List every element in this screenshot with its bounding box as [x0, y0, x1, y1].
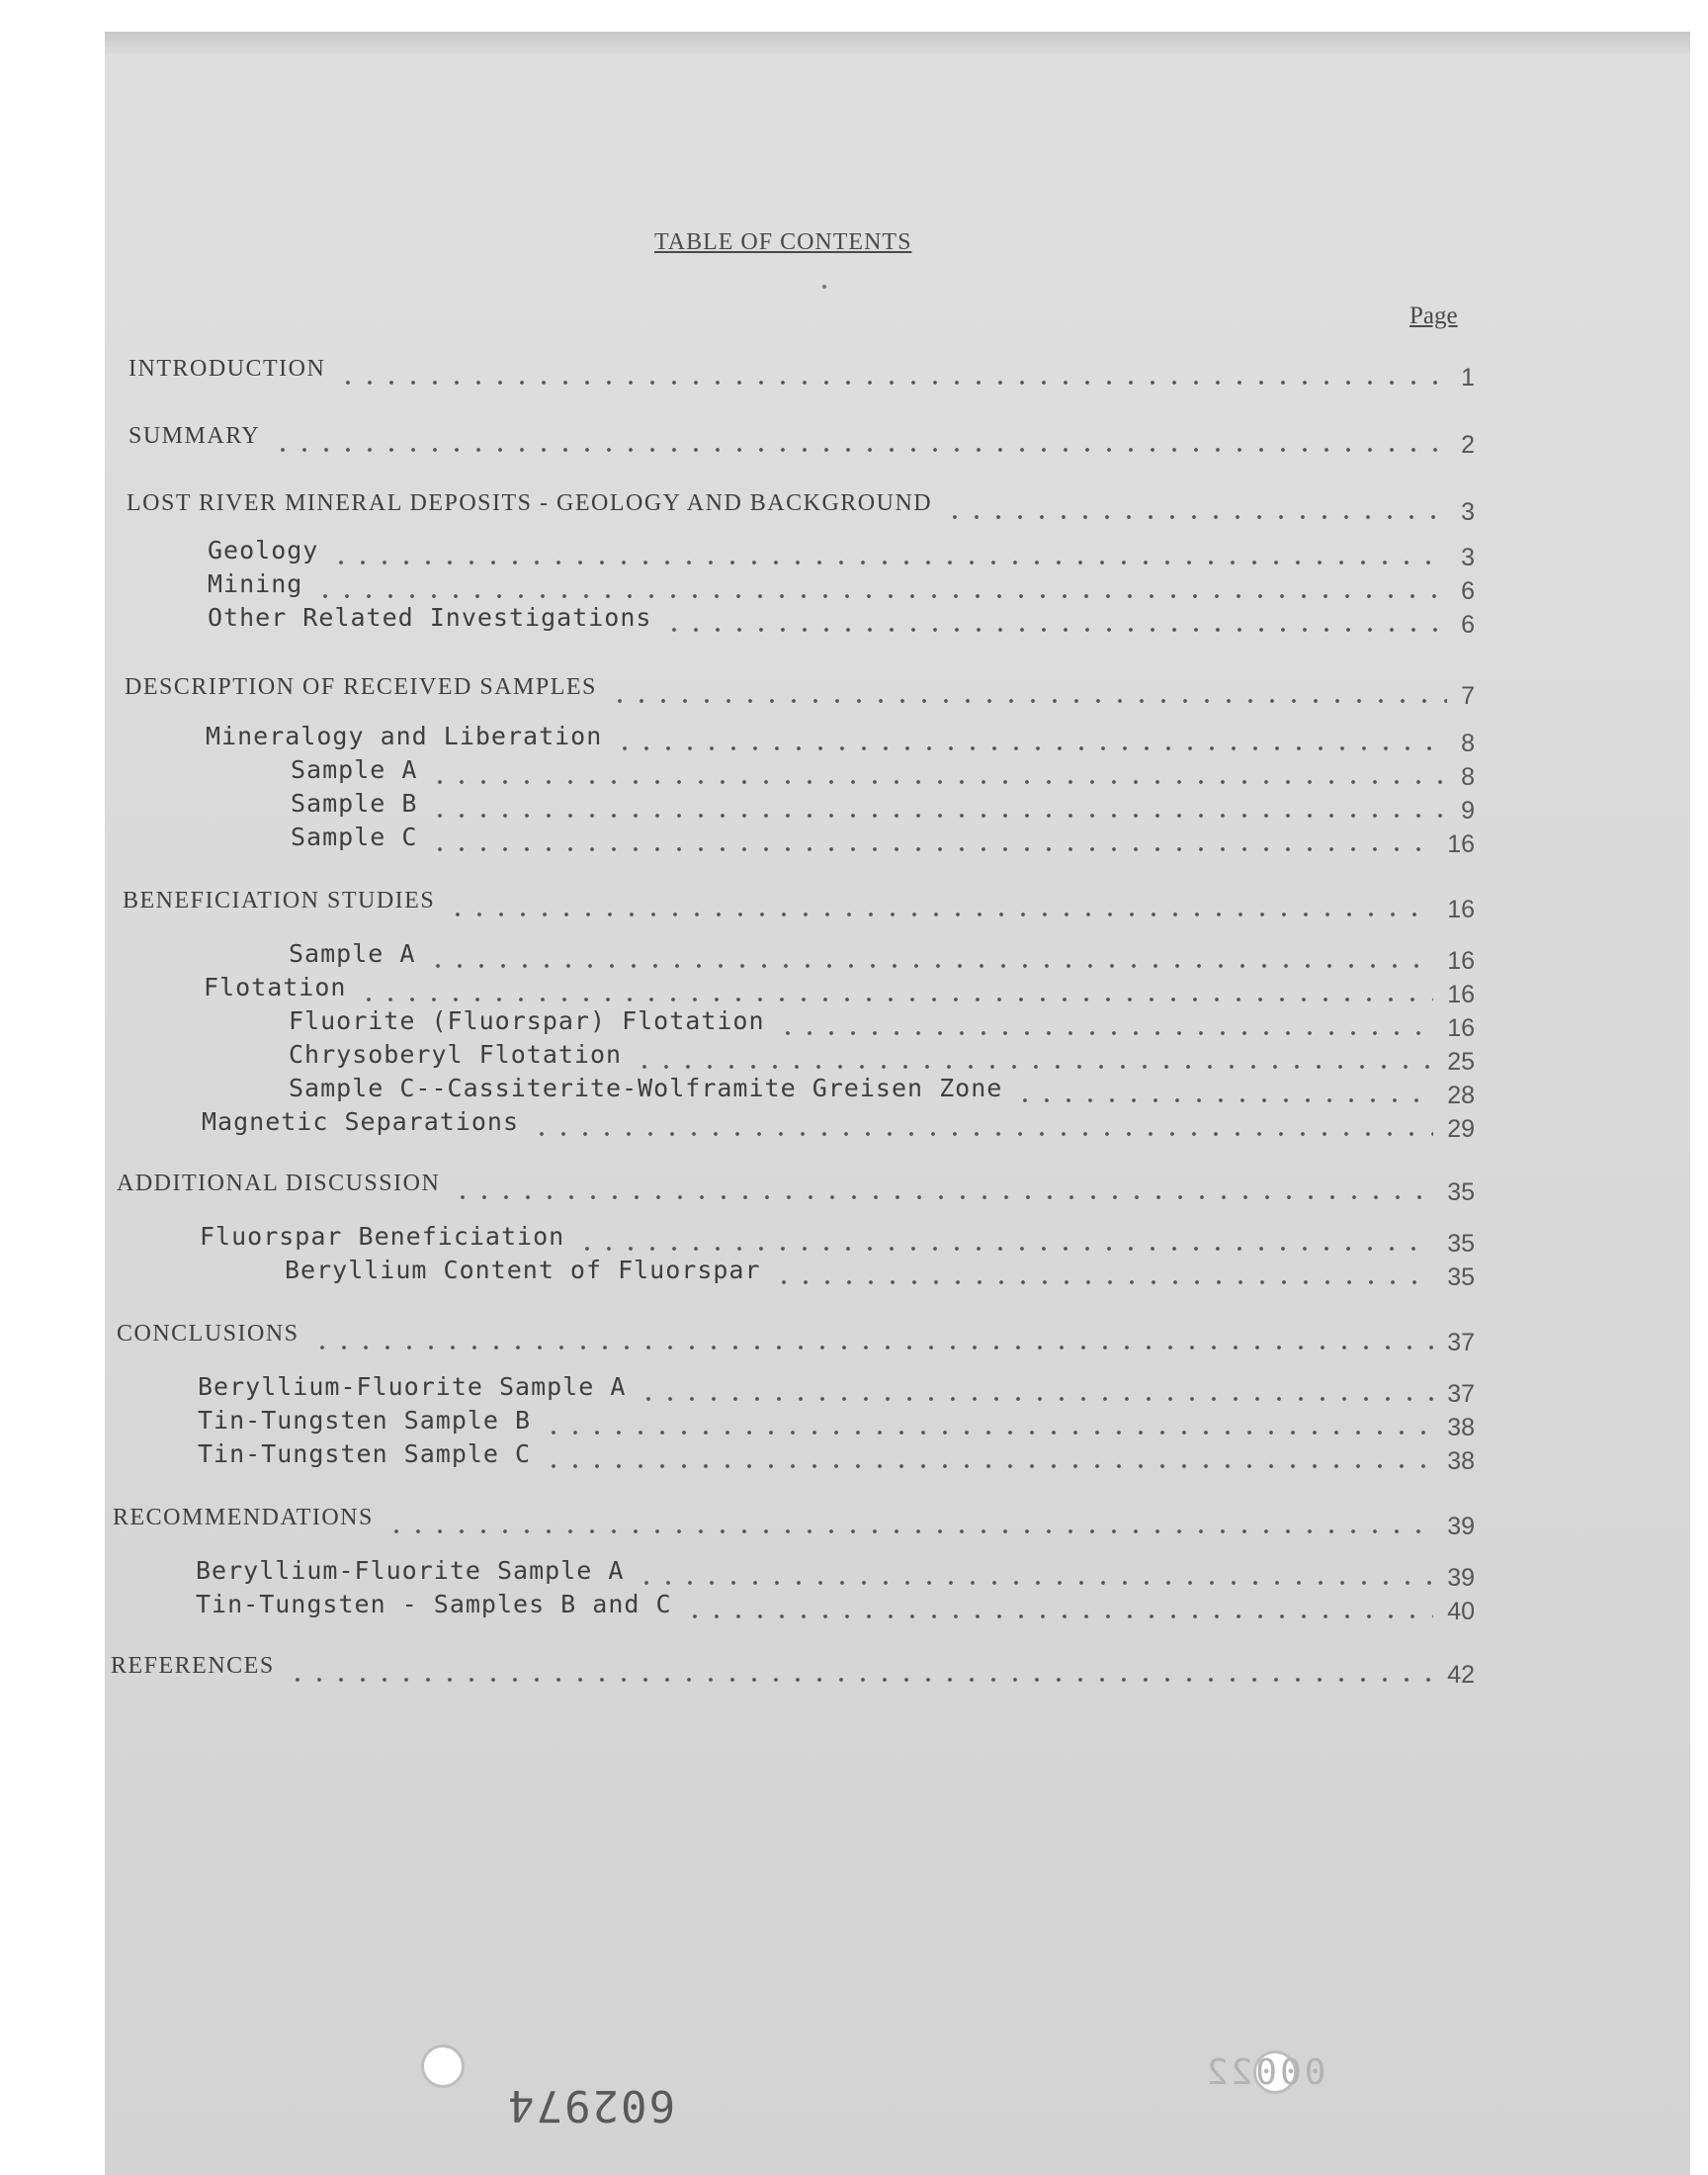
- dot-leader: [531, 1107, 1433, 1141]
- toc-entry-label: Beryllium-Fluorite Sample A: [198, 1372, 627, 1401]
- toc-entry-label: Sample C: [291, 823, 418, 851]
- dot-leader: [638, 1372, 1433, 1406]
- toc-entry-page-number: 6: [1461, 577, 1475, 605]
- dot-leader: [337, 356, 1447, 390]
- toc-entry-label: CONCLUSIONS: [117, 1321, 299, 1347]
- toc-entry-page-number: 28: [1447, 1082, 1475, 1109]
- toc-entry-label: Chrysoberyl Flotation: [289, 1040, 623, 1069]
- toc-entry-label: BENEFICIATION STUDIES: [123, 888, 436, 914]
- dot-leader: [427, 939, 1433, 973]
- toc-entry-page-number: 2: [1461, 431, 1475, 459]
- toc-entry: [289, 939, 1475, 973]
- toc-entry-label: Tin-Tungsten Sample C: [198, 1439, 532, 1468]
- dot-leader: [429, 823, 1433, 856]
- toc-entry-label: Flotation: [204, 973, 347, 1001]
- sheet-fold-edge: [105, 32, 1690, 53]
- toc-entry: [208, 536, 1475, 569]
- toc-entry-page-number: 16: [1447, 896, 1475, 923]
- dot-leader: [287, 1653, 1433, 1687]
- toc-entry-page-number: 40: [1447, 1598, 1475, 1625]
- dot-leader: [429, 755, 1447, 789]
- toc-entry: [291, 755, 1475, 789]
- toc-entry: [198, 1406, 1475, 1439]
- page-column-header: Page: [1409, 303, 1458, 329]
- toc-entry-label: LOST RIVER MINERAL DEPOSITS - GEOLOGY AND BACKGROUND: [127, 490, 933, 516]
- dot-leader: [777, 1006, 1434, 1040]
- toc-entry-label: Sample C--Cassiterite-Wolframite Greisen Zone: [289, 1074, 1003, 1102]
- toc-entry-label: Mining: [208, 569, 303, 598]
- toc-entry-page-number: 6: [1461, 611, 1475, 639]
- toc-entry-page-number: 16: [1447, 981, 1475, 1008]
- toc-entry-label: INTRODUCTION: [128, 356, 326, 382]
- toc-entry: [289, 1074, 1475, 1107]
- toc-entry-label: Fluorspar Beneficiation: [200, 1222, 565, 1251]
- dot-leader: [576, 1222, 1433, 1256]
- toc-entry-label: Tin-Tungsten - Samples B and C: [196, 1590, 672, 1618]
- toc-entry-label: Tin-Tungsten Sample B: [198, 1406, 532, 1435]
- toc-entry-label: Sample A: [291, 755, 418, 784]
- toc-entry-label: RECOMMENDATIONS: [113, 1505, 374, 1530]
- toc-entry: [206, 722, 1475, 755]
- toc-entry: [198, 1439, 1475, 1473]
- stray-mark: [822, 285, 826, 289]
- toc-entry-label: REFERENCES: [111, 1653, 275, 1679]
- toc-entry: [289, 1006, 1475, 1040]
- toc-entry-page-number: 8: [1461, 730, 1475, 757]
- dot-leader: [543, 1406, 1433, 1439]
- dot-leader: [663, 603, 1447, 637]
- toc-entry-page-number: 25: [1447, 1048, 1475, 1076]
- punch-hole-left: [421, 2044, 465, 2088]
- toc-entry-label: ADDITIONAL DISCUSSION: [117, 1171, 441, 1196]
- document-title: TABLE OF CONTENTS: [654, 229, 912, 255]
- toc-entry-page-number: 29: [1447, 1115, 1475, 1143]
- toc-entry-page-number: 16: [1447, 947, 1475, 975]
- dot-leader: [614, 722, 1447, 755]
- toc-entry-page-number: 1: [1461, 364, 1475, 392]
- toc-entry-page-number: 35: [1447, 1230, 1475, 1258]
- toc-entry-page-number: 37: [1447, 1329, 1475, 1356]
- toc-entry-label: Magnetic Separations: [202, 1107, 520, 1136]
- toc-entry: [127, 490, 1475, 524]
- toc-entry-page-number: 16: [1447, 1014, 1475, 1042]
- toc-entry: [289, 1040, 1475, 1074]
- toc-entry-page-number: 3: [1461, 498, 1475, 526]
- toc-entry-label: SUMMARY: [128, 423, 261, 449]
- dot-leader: [272, 423, 1447, 457]
- toc-entry: [111, 1653, 1475, 1687]
- toc-entry: [128, 423, 1475, 457]
- dot-leader: [543, 1439, 1433, 1473]
- dot-leader: [773, 1256, 1434, 1289]
- toc-entry: [208, 603, 1475, 637]
- toc-entry: [117, 1171, 1475, 1204]
- toc-entry: [208, 569, 1475, 603]
- toc-entry-page-number: 37: [1447, 1380, 1475, 1408]
- dot-leader: [634, 1040, 1433, 1074]
- toc-entry: [113, 1505, 1475, 1538]
- toc-entry-page-number: 16: [1447, 830, 1475, 858]
- toc-entry-page-number: 35: [1447, 1263, 1475, 1291]
- toc-entry-page-number: 39: [1447, 1564, 1475, 1592]
- toc-entry: [204, 973, 1475, 1006]
- toc-entry-label: Sample A: [289, 939, 416, 968]
- dot-leader: [385, 1505, 1433, 1538]
- toc-entry: [198, 1372, 1475, 1406]
- toc-entry-page-number: 38: [1447, 1447, 1475, 1475]
- dot-leader: [452, 1171, 1433, 1204]
- dot-leader: [429, 789, 1447, 823]
- toc-entry-page-number: 38: [1447, 1414, 1475, 1441]
- dot-leader: [447, 888, 1433, 921]
- toc-entry: [285, 1256, 1475, 1289]
- toc-entry-page-number: 8: [1461, 763, 1475, 791]
- toc-entry-page-number: 9: [1461, 797, 1475, 825]
- toc-entry-label: Beryllium Content of Fluorspar: [285, 1256, 761, 1284]
- dot-leader: [609, 674, 1447, 708]
- toc-entry: [117, 1321, 1475, 1354]
- dot-leader: [944, 490, 1447, 524]
- toc-entry: [202, 1107, 1475, 1141]
- dot-leader: [1014, 1074, 1433, 1107]
- document-stamp-number: 602974: [506, 2080, 675, 2131]
- toc-entry: [200, 1222, 1475, 1256]
- dot-leader: [684, 1590, 1434, 1623]
- toc-entry-label: Fluorite (Fluorspar) Flotation: [289, 1006, 765, 1035]
- toc-entry-page-number: 42: [1447, 1661, 1475, 1689]
- toc-entry-page-number: 3: [1461, 544, 1475, 571]
- toc-entry-label: DESCRIPTION OF RECEIVED SAMPLES: [125, 674, 597, 700]
- toc-entry-label: Sample B: [291, 789, 418, 818]
- dot-leader: [314, 569, 1447, 603]
- toc-entry-label: Beryllium-Fluorite Sample A: [196, 1556, 625, 1585]
- toc-entry: [196, 1590, 1475, 1623]
- bleed-through-stamp: 00022: [1204, 2052, 1326, 2093]
- toc-entry: [291, 823, 1475, 856]
- toc-entry-label: Geology: [208, 536, 319, 565]
- dot-leader: [330, 536, 1447, 569]
- toc-entry-page-number: 39: [1447, 1513, 1475, 1540]
- dot-leader: [358, 973, 1433, 1006]
- toc-entry-label: Mineralogy and Liberation: [206, 722, 603, 750]
- toc-entry-page-number: 7: [1461, 682, 1475, 710]
- toc-entry-label: Other Related Investigations: [208, 603, 652, 632]
- toc-entry: [196, 1556, 1475, 1590]
- toc-entry: [125, 674, 1475, 708]
- toc-entry: [291, 789, 1475, 823]
- dot-leader: [636, 1556, 1433, 1590]
- toc-entry: [128, 356, 1475, 390]
- toc-entry: [123, 888, 1475, 921]
- toc-entry-page-number: 35: [1447, 1178, 1475, 1206]
- dot-leader: [311, 1321, 1434, 1354]
